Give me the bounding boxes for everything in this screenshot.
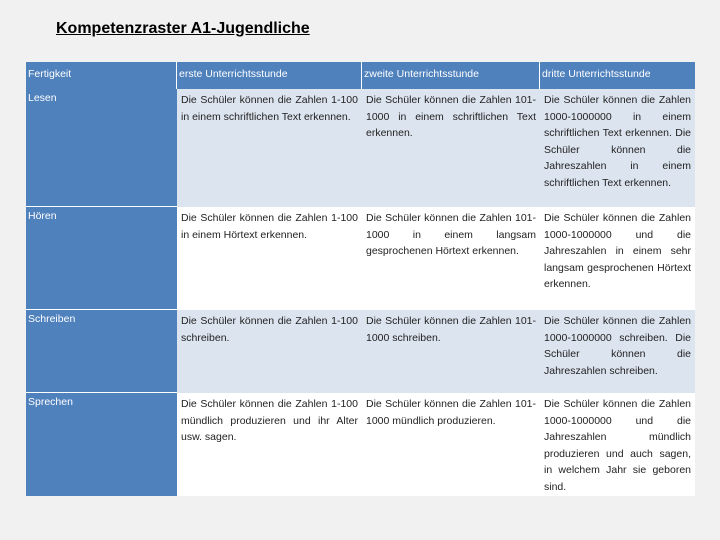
cell-lesen-2: Die Schüler können die Zahlen 101-1000 in einem schriftlichen Text erkennen. [362, 89, 540, 207]
cell-lesen-1: Die Schüler können die Zahlen 1-100 in einem schriftlichen Text erkennen. [177, 89, 362, 207]
cell-schreiben-2: Die Schüler können die Zahlen 101-1000 schreiben. [362, 310, 540, 393]
competence-table [26, 62, 695, 496]
header-lesson-3: dritte Unterrichtsstunde [540, 62, 695, 89]
header-lesson-1: erste Unterrichtsstunde [177, 62, 362, 89]
page-title: Kompetenzraster A1-Jugendliche [56, 20, 310, 37]
cell-hoeren-3: Die Schüler können die Zahlen 1000-1000000 und die Jahreszahlen in einem sehr langsam gesprochenen Hörtext erkennen. [544, 212, 691, 291]
cell-sprechen-3: Die Schüler können die Zahlen 1000-1000000 und die Jahreszahlen mündlich produzieren und auch sagen, in welchem Jahr sie geboren sind. [544, 398, 691, 493]
cell-schreiben-3: Die Schüler können die Zahlen 1000-1000000 schreiben. Die Schüler können die Jahreszahlen schreiben. [540, 310, 695, 393]
cell-sprechen-1: Die Schüler können die Zahlen 1-100 mündlich produzieren und ihr Alter usw. sagen. [181, 398, 358, 444]
row-label-schreiben: Schreiben [26, 310, 177, 393]
row-label-lesen: Lesen [26, 89, 177, 207]
header-lesson-2: zweite Unterrichtsstunde [362, 62, 540, 89]
cell-lesen-3: Die Schüler können die Zahlen 1000-1000000 in einem schriftlichen Text erkennen. Die Schüler können die Jahreszahlen in einem schriftlichen Text erkennen. [540, 89, 695, 207]
cell-hoeren-2: Die Schüler können die Zahlen 101-1000 in einem langsam gesprochenen Hörtext erkennen. [366, 212, 536, 258]
cell-hoeren-1: Die Schüler können die Zahlen 1-100 in einem Hörtext erkennen. [181, 212, 358, 241]
row-label-hoeren: Hören [26, 207, 177, 310]
header-skill: Fertigkeit [26, 62, 177, 89]
row-label-sprechen: Sprechen [26, 393, 177, 496]
cell-sprechen-2: Die Schüler können die Zahlen 101-1000 mündlich produzieren. [366, 398, 536, 427]
cell-schreiben-1: Die Schüler können die Zahlen 1-100 schreiben. [177, 310, 362, 393]
